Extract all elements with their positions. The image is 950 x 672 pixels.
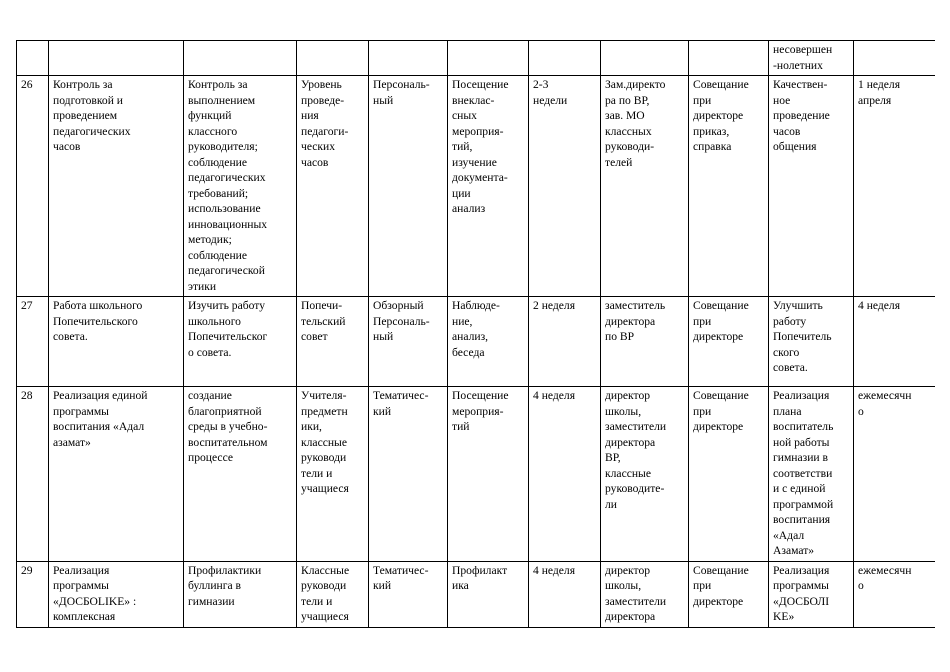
place-cell: Совещание при директоре <box>689 561 769 627</box>
method-cell: Профилакт ика <box>448 561 529 627</box>
goal-cell: Изучить работу школьного Попечительског о совета. <box>184 297 297 387</box>
object-cell: Попечи- тельский совет <box>297 297 369 387</box>
topic-cell: Реализация единой программы воспитания «Адал азамат» <box>49 387 184 562</box>
goal-cell: создание благоприятной среды в учебно- воспитательном процессе <box>184 387 297 562</box>
responsible-cell: заместитель директора по ВР <box>601 297 689 387</box>
type-cell: Персональ- ный <box>369 76 448 297</box>
place-cell: Совещание при директоре <box>689 297 769 387</box>
object-cell: Классные руководи тели и учащиеся <box>297 561 369 627</box>
term-cell: 4 неделя <box>529 561 601 627</box>
type-cell: Тематичес- кий <box>369 561 448 627</box>
row-number-cell: 29 <box>17 561 49 627</box>
place-cell: Совещание при директоре приказ, справка <box>689 76 769 297</box>
place-cell <box>689 41 769 76</box>
method-cell <box>448 41 529 76</box>
date-cell: ежемесячн о <box>854 387 936 562</box>
term-cell: 4 неделя <box>529 387 601 562</box>
object-cell: Учителя- предметн ики, классные руководи тели и учащиеся <box>297 387 369 562</box>
topic-cell: Контроль за подготовкой и проведением педагогических часов <box>49 76 184 297</box>
place-cell: Совещание при директоре <box>689 387 769 562</box>
term-cell: 2-3 недели <box>529 76 601 297</box>
result-cell: Реализация программы «ДОСБОЛI KE» <box>769 561 854 627</box>
responsible-cell: директор школы, заместители директора ВР, классные руководите- ли <box>601 387 689 562</box>
document-page <box>16 40 935 628</box>
result-cell: несовершен -нолетних <box>769 41 854 76</box>
table-row <box>17 387 936 562</box>
object-cell: Уровень проведе- ния педагоги- ческих часов <box>297 76 369 297</box>
goal-cell: Профилактики буллинга в гимназии <box>184 561 297 627</box>
control-plan-table <box>16 40 935 628</box>
topic-cell: Работа школьного Попечительского совета. <box>49 297 184 387</box>
table-row <box>17 561 936 627</box>
date-cell: 4 неделя <box>854 297 936 387</box>
object-cell <box>297 41 369 76</box>
method-cell: Наблюде- ние, анализ, беседа <box>448 297 529 387</box>
goal-cell: Контроль за выполнением функций классного руководителя; соблюдение педагогических требований; использование инновационных методик; соблюдение педагогической этики <box>184 76 297 297</box>
table-row <box>17 41 936 76</box>
method-cell: Посещение внеклас- сных мероприя- тий, изучение документа- ции анализ <box>448 76 529 297</box>
date-cell: 1 неделя апреля <box>854 76 936 297</box>
row-number-cell: 26 <box>17 76 49 297</box>
row-number-cell: 27 <box>17 297 49 387</box>
goal-cell <box>184 41 297 76</box>
topic-cell: Реализация программы «ДОСБОLIKE» : комплексная <box>49 561 184 627</box>
responsible-cell: директор школы, заместители директора <box>601 561 689 627</box>
row-number-cell <box>17 41 49 76</box>
result-cell: Качествен- ное проведение часов общения <box>769 76 854 297</box>
responsible-cell: Зам.директо ра по ВР, зав. МО классных руководи- телей <box>601 76 689 297</box>
result-cell: Улучшить работу Попечитель ского совета. <box>769 297 854 387</box>
term-cell <box>529 41 601 76</box>
method-cell: Посещение мероприя- тий <box>448 387 529 562</box>
table-row <box>17 76 936 297</box>
term-cell: 2 неделя <box>529 297 601 387</box>
date-cell: ежемесячн о <box>854 561 936 627</box>
type-cell: Тематичес- кий <box>369 387 448 562</box>
date-cell <box>854 41 936 76</box>
table-row <box>17 297 936 387</box>
result-cell: Реализация плана воспитатель ной работы гимназии в соответстви и с единой программой воспитания «Адал Азамат» <box>769 387 854 562</box>
responsible-cell <box>601 41 689 76</box>
topic-cell <box>49 41 184 76</box>
type-cell <box>369 41 448 76</box>
type-cell: Обзорный Персональ- ный <box>369 297 448 387</box>
row-number-cell: 28 <box>17 387 49 562</box>
